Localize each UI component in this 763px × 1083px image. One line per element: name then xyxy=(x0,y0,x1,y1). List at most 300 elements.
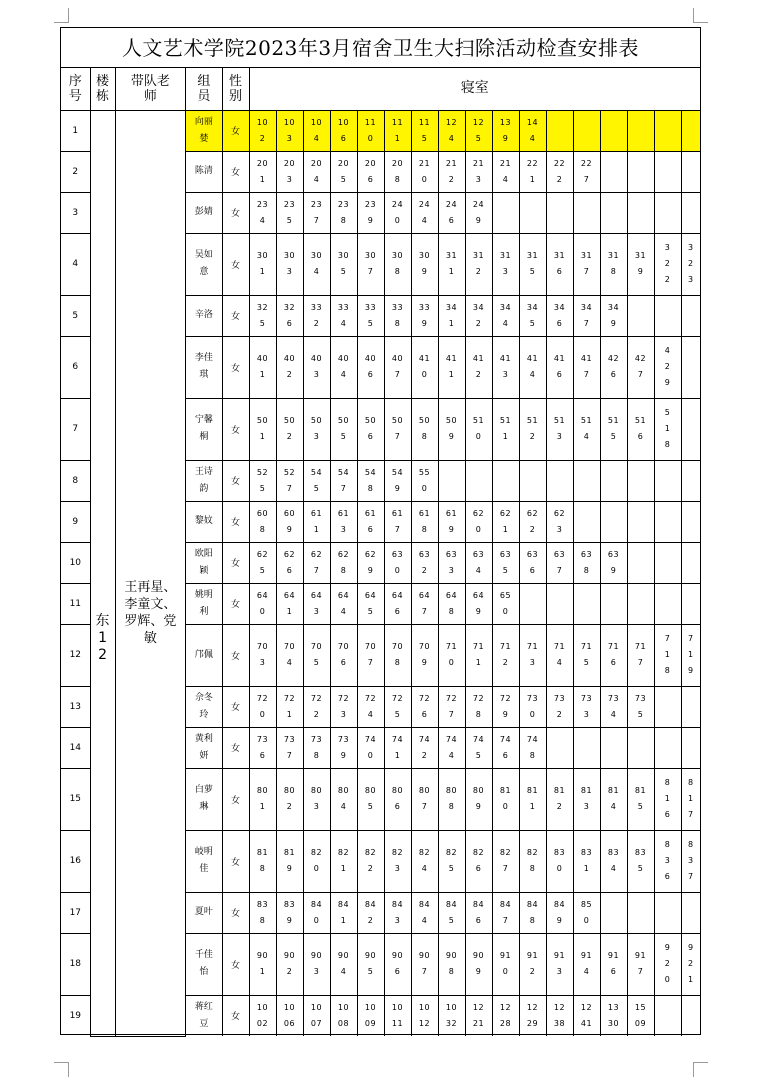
dorm-room-cell: 40 2 xyxy=(276,336,303,398)
dorm-room-cell: 22 1 xyxy=(519,151,546,192)
row-seq: 8 xyxy=(61,460,90,501)
dorm-room-cell: 50 8 xyxy=(411,398,438,460)
dorm-room-cell: 34 1 xyxy=(438,295,465,336)
dorm-room-cell: 74 6 xyxy=(492,727,519,768)
dorm-room-cell: 81 9 xyxy=(276,830,303,892)
dorm-room-cell: 70 9 xyxy=(411,624,438,686)
dorm-room-cell: 85 0 xyxy=(573,892,600,933)
dorm-room-cell: 71 5 xyxy=(573,624,600,686)
dorm-room-cell: 90 6 xyxy=(384,933,411,995)
dorm-room-cell: 90 3 xyxy=(303,933,330,995)
dorm-room-cell: 50 3 xyxy=(303,398,330,460)
dorm-room-cell xyxy=(681,501,700,542)
dorm-room-cell: 10 07 xyxy=(303,995,330,1036)
header-building: 楼 栋 xyxy=(90,68,115,110)
dorm-room-cell: 41 2 xyxy=(465,336,492,398)
dorm-room-cell xyxy=(681,727,700,768)
row-seq: 14 xyxy=(61,727,90,768)
dorm-room-cell: 84 2 xyxy=(357,892,384,933)
dorm-room-cell: 51 2 xyxy=(519,398,546,460)
schedule-sheet xyxy=(60,27,701,1035)
dorm-room-cell xyxy=(627,460,654,501)
row-seq: 7 xyxy=(61,398,90,460)
dorm-room-cell: 62 0 xyxy=(465,501,492,542)
row-seq: 2 xyxy=(61,151,90,192)
dorm-room-cell xyxy=(546,583,573,624)
member-gender: 女 xyxy=(222,233,249,295)
dorm-room-cell: 65 0 xyxy=(492,583,519,624)
dorm-room-cell: 64 9 xyxy=(465,583,492,624)
dorm-room-cell: 9 2 0 xyxy=(654,933,681,995)
dorm-room-cell: 41 7 xyxy=(573,336,600,398)
member-name: 佘冬 玲 xyxy=(186,686,222,727)
dorm-room-cell: 64 3 xyxy=(303,583,330,624)
dorm-room-cell: 11 1 xyxy=(384,110,411,151)
dorm-room-cell: 10 3 xyxy=(276,110,303,151)
dorm-room-cell: 63 4 xyxy=(465,542,492,583)
member-name: 彭婧 xyxy=(186,192,222,233)
dorm-room-cell xyxy=(573,192,600,233)
dorm-room-cell: 54 9 xyxy=(384,460,411,501)
header-teacher: 带队老 师 xyxy=(115,68,186,110)
member-name: 陈清 xyxy=(186,151,222,192)
member-gender: 女 xyxy=(222,583,249,624)
dorm-room-cell xyxy=(681,192,700,233)
row-seq: 17 xyxy=(61,892,90,933)
dorm-room-cell: 82 7 xyxy=(492,830,519,892)
dorm-room-cell: 90 4 xyxy=(330,933,357,995)
dorm-room-cell: 80 9 xyxy=(465,768,492,830)
row-seq: 1 xyxy=(61,110,90,151)
dorm-room-cell: 50 9 xyxy=(438,398,465,460)
row-seq: 9 xyxy=(61,501,90,542)
row-seq: 13 xyxy=(61,686,90,727)
dorm-room-cell: 62 9 xyxy=(357,542,384,583)
dorm-room-cell: 84 3 xyxy=(384,892,411,933)
dorm-room-cell: 63 2 xyxy=(411,542,438,583)
dorm-room-cell: 55 0 xyxy=(411,460,438,501)
dorm-room-cell xyxy=(654,501,681,542)
dorm-room-cell: 62 6 xyxy=(276,542,303,583)
dorm-room-cell: 84 4 xyxy=(411,892,438,933)
dorm-room-cell xyxy=(654,151,681,192)
dorm-room-cell xyxy=(600,892,627,933)
dorm-room-cell: 72 2 xyxy=(303,686,330,727)
dorm-room-cell: 5 1 8 xyxy=(654,398,681,460)
dorm-room-cell: 82 4 xyxy=(411,830,438,892)
dorm-room-cell: 62 1 xyxy=(492,501,519,542)
dorm-room-cell: 8 3 6 xyxy=(654,830,681,892)
dorm-room-cell: 73 0 xyxy=(519,686,546,727)
dorm-room-cell: 41 4 xyxy=(519,336,546,398)
dorm-room-cell xyxy=(627,151,654,192)
header-gender: 性 别 xyxy=(222,68,249,110)
member-name: 欧阳 颖 xyxy=(186,542,222,583)
dorm-room-cell: 82 2 xyxy=(357,830,384,892)
dorm-room-cell: 9 2 1 xyxy=(681,933,700,995)
dorm-room-cell: 10 4 xyxy=(303,110,330,151)
dorm-room-cell: 83 4 xyxy=(600,830,627,892)
dorm-room-cell: 81 2 xyxy=(546,768,573,830)
dorm-room-cell: 72 1 xyxy=(276,686,303,727)
dorm-room-cell: 10 32 xyxy=(438,995,465,1036)
dorm-room-cell: 21 4 xyxy=(492,151,519,192)
dorm-room-cell: 71 1 xyxy=(465,624,492,686)
dorm-room-cell: 20 4 xyxy=(303,151,330,192)
dorm-room-cell: 83 0 xyxy=(546,830,573,892)
dorm-room-cell: 41 6 xyxy=(546,336,573,398)
member-gender: 女 xyxy=(222,995,249,1036)
dorm-room-cell: 3 2 3 xyxy=(681,233,700,295)
dorm-room-cell xyxy=(654,995,681,1036)
header-row xyxy=(61,68,700,110)
dorm-room-cell: 23 7 xyxy=(303,192,330,233)
dorm-room-cell xyxy=(627,727,654,768)
dorm-room-cell xyxy=(627,892,654,933)
dorm-room-cell: 72 6 xyxy=(411,686,438,727)
dorm-room-cell: 40 4 xyxy=(330,336,357,398)
dorm-room-cell: 20 8 xyxy=(384,151,411,192)
dorm-room-cell: 51 1 xyxy=(492,398,519,460)
dorm-room-cell xyxy=(654,686,681,727)
dorm-room-cell: 81 1 xyxy=(519,768,546,830)
dorm-room-cell: 24 9 xyxy=(465,192,492,233)
dorm-room-cell: 81 5 xyxy=(627,768,654,830)
dorm-room-cell xyxy=(546,110,573,151)
dorm-room-cell xyxy=(546,460,573,501)
dorm-room-cell: 74 1 xyxy=(384,727,411,768)
dorm-room-cell xyxy=(681,151,700,192)
building-cell: 东 1 2 xyxy=(90,110,115,1036)
dorm-room-cell: 24 4 xyxy=(411,192,438,233)
document-title: 人文艺术学院2023年3月宿舍卫生大扫除活动检查安排表 xyxy=(61,28,700,68)
dorm-room-cell xyxy=(654,727,681,768)
dorm-room-cell: 63 9 xyxy=(600,542,627,583)
dorm-room-cell: 12 21 xyxy=(465,995,492,1036)
member-name: 千佳 怡 xyxy=(186,933,222,995)
dorm-room-cell: 80 3 xyxy=(303,768,330,830)
dorm-room-cell: 8 1 7 xyxy=(681,768,700,830)
dorm-room-cell: 20 5 xyxy=(330,151,357,192)
dorm-room-cell: 73 3 xyxy=(573,686,600,727)
member-gender: 女 xyxy=(222,398,249,460)
dorm-room-cell xyxy=(573,110,600,151)
dorm-room-cell: 50 2 xyxy=(276,398,303,460)
dorm-room-cell xyxy=(519,583,546,624)
dorm-room-cell: 31 2 xyxy=(465,233,492,295)
dorm-room-cell: 73 5 xyxy=(627,686,654,727)
dorm-room-cell: 84 8 xyxy=(519,892,546,933)
member-name: 王诗 韵 xyxy=(186,460,222,501)
dorm-room-cell: 52 5 xyxy=(249,460,276,501)
dorm-room-cell: 23 8 xyxy=(330,192,357,233)
dorm-room-cell: 82 0 xyxy=(303,830,330,892)
dorm-room-cell: 12 41 xyxy=(573,995,600,1036)
dorm-room-cell xyxy=(573,727,600,768)
dorm-room-cell xyxy=(654,460,681,501)
dorm-room-cell: 51 5 xyxy=(600,398,627,460)
dorm-room-cell: 64 6 xyxy=(384,583,411,624)
dorm-room-cell xyxy=(492,192,519,233)
member-gender: 女 xyxy=(222,192,249,233)
row-seq: 11 xyxy=(61,583,90,624)
dorm-room-cell: 72 0 xyxy=(249,686,276,727)
member-gender: 女 xyxy=(222,727,249,768)
dorm-room-cell: 10 02 xyxy=(249,995,276,1036)
dorm-room-cell: 71 3 xyxy=(519,624,546,686)
dorm-room-cell xyxy=(519,460,546,501)
dorm-room-cell xyxy=(573,501,600,542)
member-name: 夏叶 xyxy=(186,892,222,933)
row-seq: 6 xyxy=(61,336,90,398)
dorm-room-cell xyxy=(627,110,654,151)
dorm-room-cell: 61 8 xyxy=(411,501,438,542)
dorm-room-cell: 84 5 xyxy=(438,892,465,933)
dorm-room-cell: 51 0 xyxy=(465,398,492,460)
dorm-room-cell: 74 4 xyxy=(438,727,465,768)
dorm-room-cell: 62 2 xyxy=(519,501,546,542)
dorm-room-cell: 41 3 xyxy=(492,336,519,398)
header-seq: 序 号 xyxy=(61,68,90,110)
dorm-room-cell: 11 5 xyxy=(411,110,438,151)
dorm-room-cell xyxy=(681,686,700,727)
dorm-room-cell: 40 3 xyxy=(303,336,330,398)
dorm-room-cell: 23 9 xyxy=(357,192,384,233)
dorm-room-cell: 73 4 xyxy=(600,686,627,727)
inspection-table xyxy=(61,68,700,1037)
dorm-room-cell: 80 4 xyxy=(330,768,357,830)
dorm-room-cell: 54 5 xyxy=(303,460,330,501)
dorm-room-cell: 70 3 xyxy=(249,624,276,686)
dorm-room-cell: 23 4 xyxy=(249,192,276,233)
dorm-room-cell: 80 8 xyxy=(438,768,465,830)
dorm-room-cell: 64 1 xyxy=(276,583,303,624)
dorm-room-cell: 30 9 xyxy=(411,233,438,295)
dorm-room-cell: 91 0 xyxy=(492,933,519,995)
dorm-room-cell xyxy=(654,542,681,583)
dorm-room-cell: 90 2 xyxy=(276,933,303,995)
dorm-room-cell: 34 4 xyxy=(492,295,519,336)
member-gender: 女 xyxy=(222,336,249,398)
dorm-room-cell: 30 8 xyxy=(384,233,411,295)
dorm-room-cell: 62 3 xyxy=(546,501,573,542)
dorm-room-cell xyxy=(627,501,654,542)
dorm-room-cell xyxy=(654,110,681,151)
dorm-room-cell: 61 7 xyxy=(384,501,411,542)
dorm-room-cell: 73 6 xyxy=(249,727,276,768)
dorm-room-cell xyxy=(654,892,681,933)
dorm-room-cell: 61 1 xyxy=(303,501,330,542)
dorm-room-cell: 23 5 xyxy=(276,192,303,233)
dorm-room-cell: 51 6 xyxy=(627,398,654,460)
dorm-room-cell: 41 0 xyxy=(411,336,438,398)
dorm-room-cell: 72 7 xyxy=(438,686,465,727)
dorm-room-cell: 71 7 xyxy=(627,624,654,686)
dorm-room-cell: 70 5 xyxy=(303,624,330,686)
dorm-room-cell: 63 6 xyxy=(519,542,546,583)
dorm-room-cell: 50 5 xyxy=(330,398,357,460)
dorm-room-cell xyxy=(681,110,700,151)
dorm-room-cell: 10 12 xyxy=(411,995,438,1036)
dorm-room-cell: 52 7 xyxy=(276,460,303,501)
crop-mark-bottom-right xyxy=(693,1062,708,1077)
dorm-room-cell xyxy=(573,460,600,501)
dorm-room-cell: 14 4 xyxy=(519,110,546,151)
dorm-room-cell xyxy=(600,501,627,542)
dorm-room-cell: 10 2 xyxy=(249,110,276,151)
row-seq: 19 xyxy=(61,995,90,1036)
dorm-room-cell xyxy=(627,192,654,233)
member-name: 宁馨 桐 xyxy=(186,398,222,460)
dorm-room-cell: 80 6 xyxy=(384,768,411,830)
dorm-room-cell: 20 1 xyxy=(249,151,276,192)
dorm-room-cell xyxy=(627,583,654,624)
dorm-room-cell xyxy=(681,995,700,1036)
dorm-room-cell: 21 2 xyxy=(438,151,465,192)
dorm-room-cell: 73 8 xyxy=(303,727,330,768)
header-dorm: 寝室 xyxy=(249,68,700,110)
dorm-room-cell: 64 4 xyxy=(330,583,357,624)
member-name: 岐明 佳 xyxy=(186,830,222,892)
dorm-room-cell xyxy=(627,542,654,583)
member-gender: 女 xyxy=(222,151,249,192)
dorm-room-cell xyxy=(627,295,654,336)
dorm-room-cell: 70 6 xyxy=(330,624,357,686)
member-name: 向丽 婪 xyxy=(186,110,222,151)
dorm-room-cell: 82 8 xyxy=(519,830,546,892)
dorm-room-cell: 61 3 xyxy=(330,501,357,542)
dorm-room-cell: 70 4 xyxy=(276,624,303,686)
dorm-room-cell xyxy=(438,460,465,501)
dorm-room-cell: 84 0 xyxy=(303,892,330,933)
dorm-room-cell: 64 0 xyxy=(249,583,276,624)
dorm-room-cell: 21 3 xyxy=(465,151,492,192)
dorm-room-cell: 8 1 6 xyxy=(654,768,681,830)
dorm-room-cell: 63 0 xyxy=(384,542,411,583)
dorm-room-cell: 34 2 xyxy=(465,295,492,336)
dorm-room-cell: 72 4 xyxy=(357,686,384,727)
dorm-room-cell xyxy=(654,295,681,336)
dorm-room-cell: 10 09 xyxy=(357,995,384,1036)
dorm-room-cell: 12 29 xyxy=(519,995,546,1036)
dorm-room-cell: 34 7 xyxy=(573,295,600,336)
dorm-room-cell: 64 5 xyxy=(357,583,384,624)
dorm-room-cell xyxy=(654,583,681,624)
dorm-room-cell: 7 1 9 xyxy=(681,624,700,686)
member-name: 李佳 琪 xyxy=(186,336,222,398)
dorm-room-cell: 74 8 xyxy=(519,727,546,768)
dorm-room-cell: 80 5 xyxy=(357,768,384,830)
dorm-room-cell: 30 1 xyxy=(249,233,276,295)
dorm-room-cell xyxy=(681,460,700,501)
dorm-room-cell: 83 5 xyxy=(627,830,654,892)
table-row xyxy=(61,110,700,151)
dorm-room-cell: 84 9 xyxy=(546,892,573,933)
dorm-room-cell: 91 3 xyxy=(546,933,573,995)
dorm-room-cell: 34 6 xyxy=(546,295,573,336)
dorm-room-cell: 12 5 xyxy=(465,110,492,151)
dorm-room-cell: 62 7 xyxy=(303,542,330,583)
dorm-room-cell: 24 6 xyxy=(438,192,465,233)
dorm-room-cell: 15 09 xyxy=(627,995,654,1036)
dorm-room-cell xyxy=(681,583,700,624)
dorm-room-cell: 91 4 xyxy=(573,933,600,995)
row-seq: 18 xyxy=(61,933,90,995)
dorm-room-cell: 11 0 xyxy=(357,110,384,151)
dorm-room-cell: 80 2 xyxy=(276,768,303,830)
dorm-room-cell: 3 2 2 xyxy=(654,233,681,295)
member-name: 辛洛 xyxy=(186,295,222,336)
dorm-room-cell: 31 6 xyxy=(546,233,573,295)
dorm-room-cell xyxy=(654,192,681,233)
dorm-room-cell: 80 1 xyxy=(249,768,276,830)
dorm-room-cell xyxy=(681,336,700,398)
dorm-room-cell: 61 6 xyxy=(357,501,384,542)
dorm-room-cell xyxy=(600,460,627,501)
member-gender: 女 xyxy=(222,933,249,995)
dorm-room-cell: 12 38 xyxy=(546,995,573,1036)
row-seq: 16 xyxy=(61,830,90,892)
dorm-room-cell: 40 1 xyxy=(249,336,276,398)
dorm-room-cell: 90 9 xyxy=(465,933,492,995)
dorm-room-cell: 31 5 xyxy=(519,233,546,295)
dorm-room-cell: 91 6 xyxy=(600,933,627,995)
dorm-room-cell: 21 0 xyxy=(411,151,438,192)
member-gender: 女 xyxy=(222,460,249,501)
member-gender: 女 xyxy=(222,686,249,727)
dorm-room-cell xyxy=(519,192,546,233)
dorm-room-cell: 60 8 xyxy=(249,501,276,542)
dorm-room-cell: 71 0 xyxy=(438,624,465,686)
row-seq: 5 xyxy=(61,295,90,336)
dorm-room-cell: 13 9 xyxy=(492,110,519,151)
dorm-room-cell: 60 9 xyxy=(276,501,303,542)
dorm-room-cell: 71 4 xyxy=(546,624,573,686)
dorm-room-cell: 64 8 xyxy=(438,583,465,624)
member-gender: 女 xyxy=(222,892,249,933)
dorm-room-cell: 33 2 xyxy=(303,295,330,336)
dorm-room-cell: 54 7 xyxy=(330,460,357,501)
member-name: 白萝 琳 xyxy=(186,768,222,830)
dorm-room-cell xyxy=(546,727,573,768)
member-gender: 女 xyxy=(222,542,249,583)
dorm-room-cell: 10 06 xyxy=(276,995,303,1036)
dorm-room-cell xyxy=(600,727,627,768)
dorm-room-cell: 10 6 xyxy=(330,110,357,151)
member-name: 蒋红 豆 xyxy=(186,995,222,1036)
teacher-cell: 王再星、 李童文、 罗辉、党 敏 xyxy=(115,110,186,1036)
member-gender: 女 xyxy=(222,624,249,686)
dorm-room-cell: 10 08 xyxy=(330,995,357,1036)
member-gender: 女 xyxy=(222,110,249,151)
dorm-room-cell: 63 8 xyxy=(573,542,600,583)
dorm-room-cell: 40 6 xyxy=(357,336,384,398)
dorm-room-cell: 71 2 xyxy=(492,624,519,686)
dorm-room-cell: 90 8 xyxy=(438,933,465,995)
dorm-room-cell: 82 5 xyxy=(438,830,465,892)
dorm-room-cell: 73 2 xyxy=(546,686,573,727)
dorm-room-cell: 74 5 xyxy=(465,727,492,768)
member-gender: 女 xyxy=(222,295,249,336)
dorm-room-cell: 62 8 xyxy=(330,542,357,583)
dorm-room-cell: 30 4 xyxy=(303,233,330,295)
dorm-room-cell xyxy=(600,151,627,192)
row-seq: 3 xyxy=(61,192,90,233)
dorm-room-cell: 13 30 xyxy=(600,995,627,1036)
dorm-room-cell: 34 5 xyxy=(519,295,546,336)
dorm-room-cell: 7 1 8 xyxy=(654,624,681,686)
dorm-room-cell: 81 4 xyxy=(600,768,627,830)
